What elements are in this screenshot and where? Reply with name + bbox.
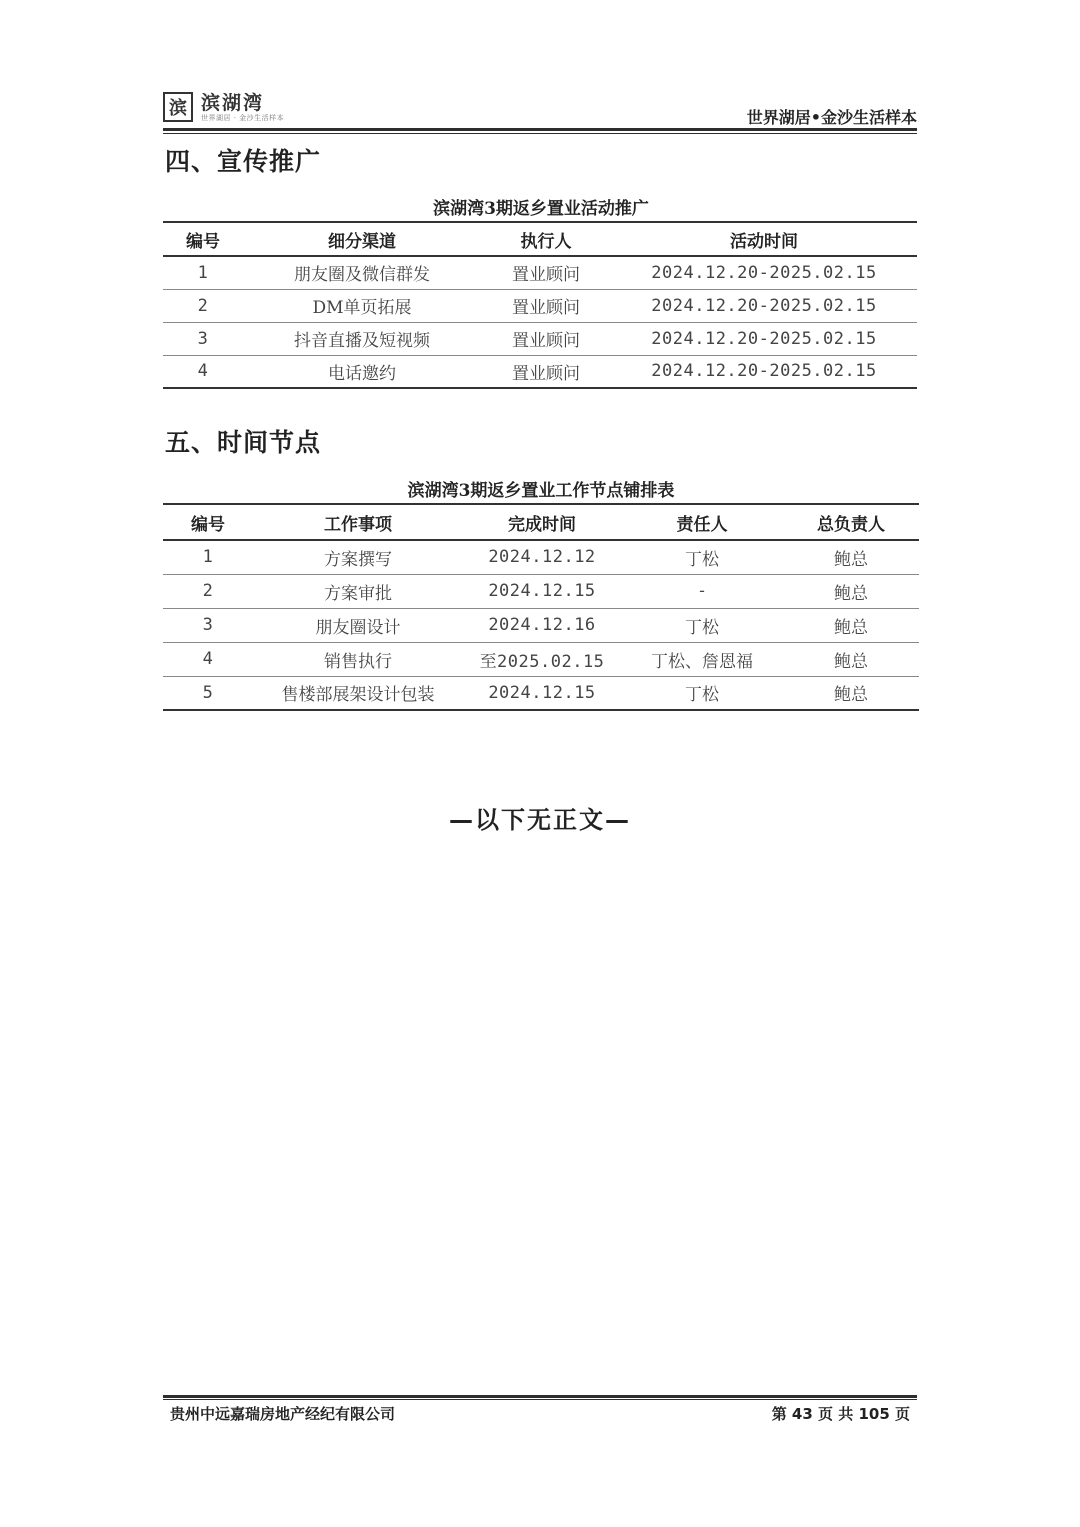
table-row — [163, 642, 919, 676]
page-number: 第 43 页 共 105 页 — [771, 1405, 910, 1423]
column-header: 细分渠道 — [328, 231, 396, 252]
column-header: 编号 — [191, 514, 225, 535]
brand-logo — [163, 88, 284, 126]
table-row — [163, 322, 917, 355]
table-cell: 1 — [202, 547, 214, 568]
table-cell: 2024.12.12 — [488, 547, 596, 568]
table-caption-timeline: 滨湖湾3期返乡置业工作节点铺排表 — [407, 481, 675, 501]
table-cell: 电话邀约 — [328, 363, 396, 384]
logo-subtext: 世界湖居 · 金沙生活样本 — [201, 114, 285, 122]
table-cell: 置业顾问 — [512, 298, 580, 318]
header-rule-thin — [163, 133, 917, 134]
table-cell: 2024.12.15 — [488, 682, 596, 703]
table-cell: - — [699, 581, 705, 601]
table-cell: 3 — [202, 615, 214, 635]
table-row — [163, 608, 919, 642]
column-header: 责任人 — [676, 514, 728, 535]
table-cell: 2024.12.20-2025.02.15 — [651, 328, 877, 349]
table-header-row — [163, 504, 919, 540]
table-cell: 方案审批 — [324, 583, 392, 604]
page-header — [163, 88, 919, 126]
end-of-text-mark: —以下无正文— — [449, 806, 631, 834]
table-row — [163, 676, 919, 710]
table-cell: 朋友圈及微信群发 — [294, 265, 430, 286]
table-cell: 鲍总 — [834, 617, 868, 638]
table-caption-promotion: 滨湖湾3期返乡置业活动推广 — [433, 199, 649, 219]
table-cell: 方案撰写 — [324, 549, 392, 570]
table-cell: 销售执行 — [324, 651, 392, 672]
table-cell: 2 — [197, 295, 209, 316]
table-cell: 鲍总 — [834, 549, 868, 570]
timeline-table — [163, 503, 919, 711]
table-cell: 丁松 — [685, 685, 719, 706]
table-cell: 置业顾问 — [512, 363, 580, 384]
table-cell: 鲍总 — [834, 651, 868, 672]
table-cell: DM单页拓展 — [312, 298, 412, 318]
logo-text: 滨湖湾 — [201, 92, 265, 114]
promotion-table — [163, 221, 917, 389]
table-cell: 鲍总 — [834, 583, 868, 604]
column-header: 工作事项 — [324, 514, 392, 535]
table-row — [163, 540, 919, 574]
table-row — [163, 256, 917, 289]
footer-company: 贵州中远嘉瑞房地产经纪有限公司 — [170, 1405, 396, 1423]
table-cell: 售楼部展架设计包装 — [281, 685, 435, 706]
table-cell: 3 — [197, 328, 209, 349]
table-cell: 2 — [202, 581, 214, 601]
table-cell: 2024.12.16 — [488, 615, 596, 635]
table-cell: 鲍总 — [834, 685, 868, 706]
table-cell: 置业顾问 — [512, 331, 580, 351]
column-header: 编号 — [186, 231, 220, 252]
table-cell: 2024.12.20-2025.02.15 — [651, 262, 877, 283]
table-cell: 4 — [197, 361, 209, 382]
header-rule — [163, 128, 917, 131]
table-cell: 丁松 — [685, 617, 719, 638]
table-row — [163, 289, 917, 322]
logo-mark-icon: 滨 — [163, 92, 193, 122]
table-cell: 1 — [197, 262, 209, 283]
table-cell: 2024.12.20-2025.02.15 — [651, 361, 877, 382]
table-header-row — [163, 222, 917, 256]
footer-rule — [163, 1395, 917, 1398]
table-cell: 丁松 — [685, 549, 719, 570]
column-header: 总负责人 — [817, 514, 885, 535]
section-title-promotion: 四、宣传推广 — [165, 147, 322, 176]
section-title-timeline: 五、时间节点 — [165, 428, 322, 457]
table-cell: 置业顾问 — [512, 265, 580, 286]
table-cell: 4 — [202, 649, 214, 669]
table-cell: 2024.12.15 — [488, 581, 596, 601]
header-slogan: 世界湖居•金沙生活样本 — [746, 108, 917, 127]
footer-rule-thin — [163, 1399, 917, 1400]
column-header: 完成时间 — [508, 514, 576, 535]
table-cell: 朋友圈设计 — [315, 617, 401, 638]
column-header: 活动时间 — [730, 231, 798, 252]
table-row — [163, 355, 917, 388]
table-cell: 丁松、詹恩福 — [651, 651, 753, 672]
table-cell: 至2025.02.15 — [479, 651, 605, 672]
column-header: 执行人 — [520, 231, 572, 252]
table-cell: 抖音直播及短视频 — [294, 331, 430, 351]
table-cell: 2024.12.20-2025.02.15 — [651, 295, 877, 316]
table-cell: 5 — [202, 682, 214, 703]
table-row — [163, 574, 919, 608]
